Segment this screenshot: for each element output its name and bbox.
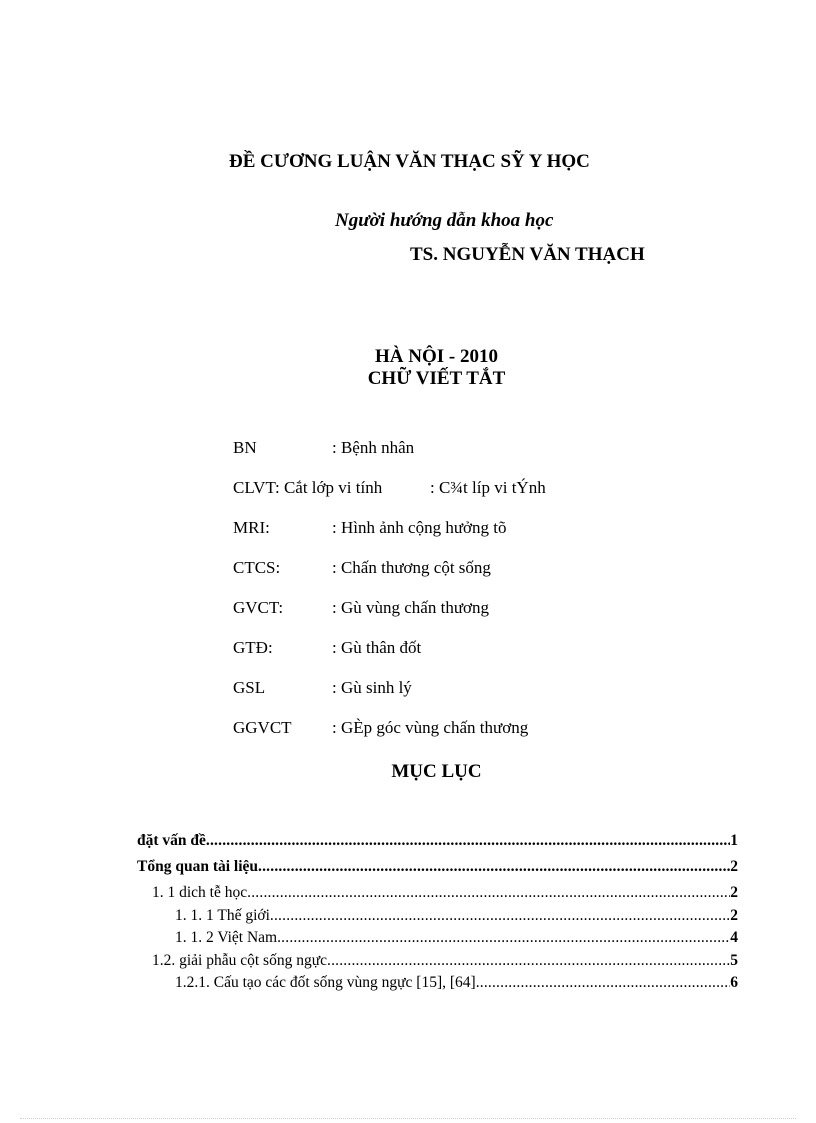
toc-entry-label: 1.2. giải phẫu cột sống ngực: [152, 952, 327, 969]
abbreviation-row: [0, 558, 816, 580]
toc-leader-dots: [206, 832, 730, 850]
abbreviation-key: GSL: [233, 678, 266, 697]
toc-entry-label: đặt vấn đề: [137, 832, 206, 849]
toc-entry[interactable]: [175, 929, 738, 951]
toc-entry-page: 5: [730, 952, 738, 969]
toc-entry[interactable]: [175, 974, 738, 996]
advisor-label: Người hướng dẫn khoa học: [335, 210, 554, 231]
toc-entry[interactable]: [137, 832, 738, 854]
abbreviation-value: : Gù thân đốt: [332, 638, 422, 657]
abbreviations-heading: CHỮ VIẾT TẮT: [367, 368, 506, 389]
toc-leader-dots: [258, 858, 730, 876]
abbreviation-key: GTĐ:: [233, 638, 273, 657]
abbreviation-row: [0, 518, 816, 540]
abbreviation-value: : Gù vùng chấn thương: [332, 598, 490, 617]
toc-entry-label: 1. 1 dich tễ học: [152, 884, 248, 901]
abbreviation-key: CTCS:: [233, 558, 281, 577]
abbreviation-row: [0, 478, 816, 500]
abbreviation-value: : Bệnh nhân: [332, 438, 415, 457]
abbreviation-key: CLVT: Cắt lớp vi tính: [233, 478, 383, 497]
place-year: HÀ NỘI - 2010: [375, 346, 498, 367]
toc-leader-dots: [327, 952, 730, 970]
toc-entry-page: 2: [730, 858, 738, 875]
toc-entry-page: 6: [730, 974, 738, 991]
toc-entry[interactable]: [175, 907, 738, 929]
toc-entry-label: 1. 1. 2 Việt Nam: [175, 929, 278, 946]
thesis-title: ĐỀ CƯƠNG LUẬN VĂN THẠC SỸ Y HỌC: [229, 151, 590, 172]
abbreviation-row: [0, 598, 816, 620]
page-bottom-divider: [20, 1118, 796, 1119]
toc-leader-dots: [476, 974, 731, 992]
abbreviation-value: : C¾t líp vi tÝnh: [430, 478, 546, 497]
abbreviation-row: [0, 438, 816, 460]
toc-entry[interactable]: [137, 858, 738, 880]
abbreviation-key: BN: [233, 438, 257, 457]
abbreviation-value: : Hình ảnh cộng hưởng tõ: [332, 518, 507, 537]
toc-entry-page: 1: [730, 832, 738, 849]
toc-leader-dots: [247, 884, 730, 902]
toc-entry[interactable]: [152, 884, 738, 906]
abbreviation-row: [0, 638, 816, 660]
toc-heading: MỤC LỤC: [391, 761, 482, 782]
abbreviation-value: : GÈp góc vùng chấn thương: [332, 718, 529, 737]
toc-entry-page: 2: [730, 884, 738, 901]
advisor-name: TS. NGUYỄN VĂN THẠCH: [410, 244, 645, 265]
toc-entry-page: 4: [730, 929, 738, 946]
abbreviation-key: GGVCT: [233, 718, 292, 737]
toc-leader-dots: [270, 907, 730, 925]
abbreviation-row: [0, 718, 816, 740]
toc-entry[interactable]: [152, 952, 738, 974]
abbreviation-row: [0, 678, 816, 700]
abbreviation-value: : Chấn thương cột sống: [332, 558, 491, 577]
toc-entry-label: 1.2.1. Cấu tạo các đốt sống vùng ngực [15], [64]: [175, 974, 476, 991]
toc-entry-label: Tổng quan tài liệu: [137, 858, 259, 875]
abbreviation-value: : Gù sinh lý: [332, 678, 412, 697]
toc-entry-label: 1. 1. 1 Thế giới: [175, 907, 270, 924]
toc-leader-dots: [277, 929, 730, 947]
abbreviation-key: MRI:: [233, 518, 270, 537]
abbreviation-key: GVCT:: [233, 598, 284, 617]
toc-entry-page: 2: [730, 907, 738, 924]
